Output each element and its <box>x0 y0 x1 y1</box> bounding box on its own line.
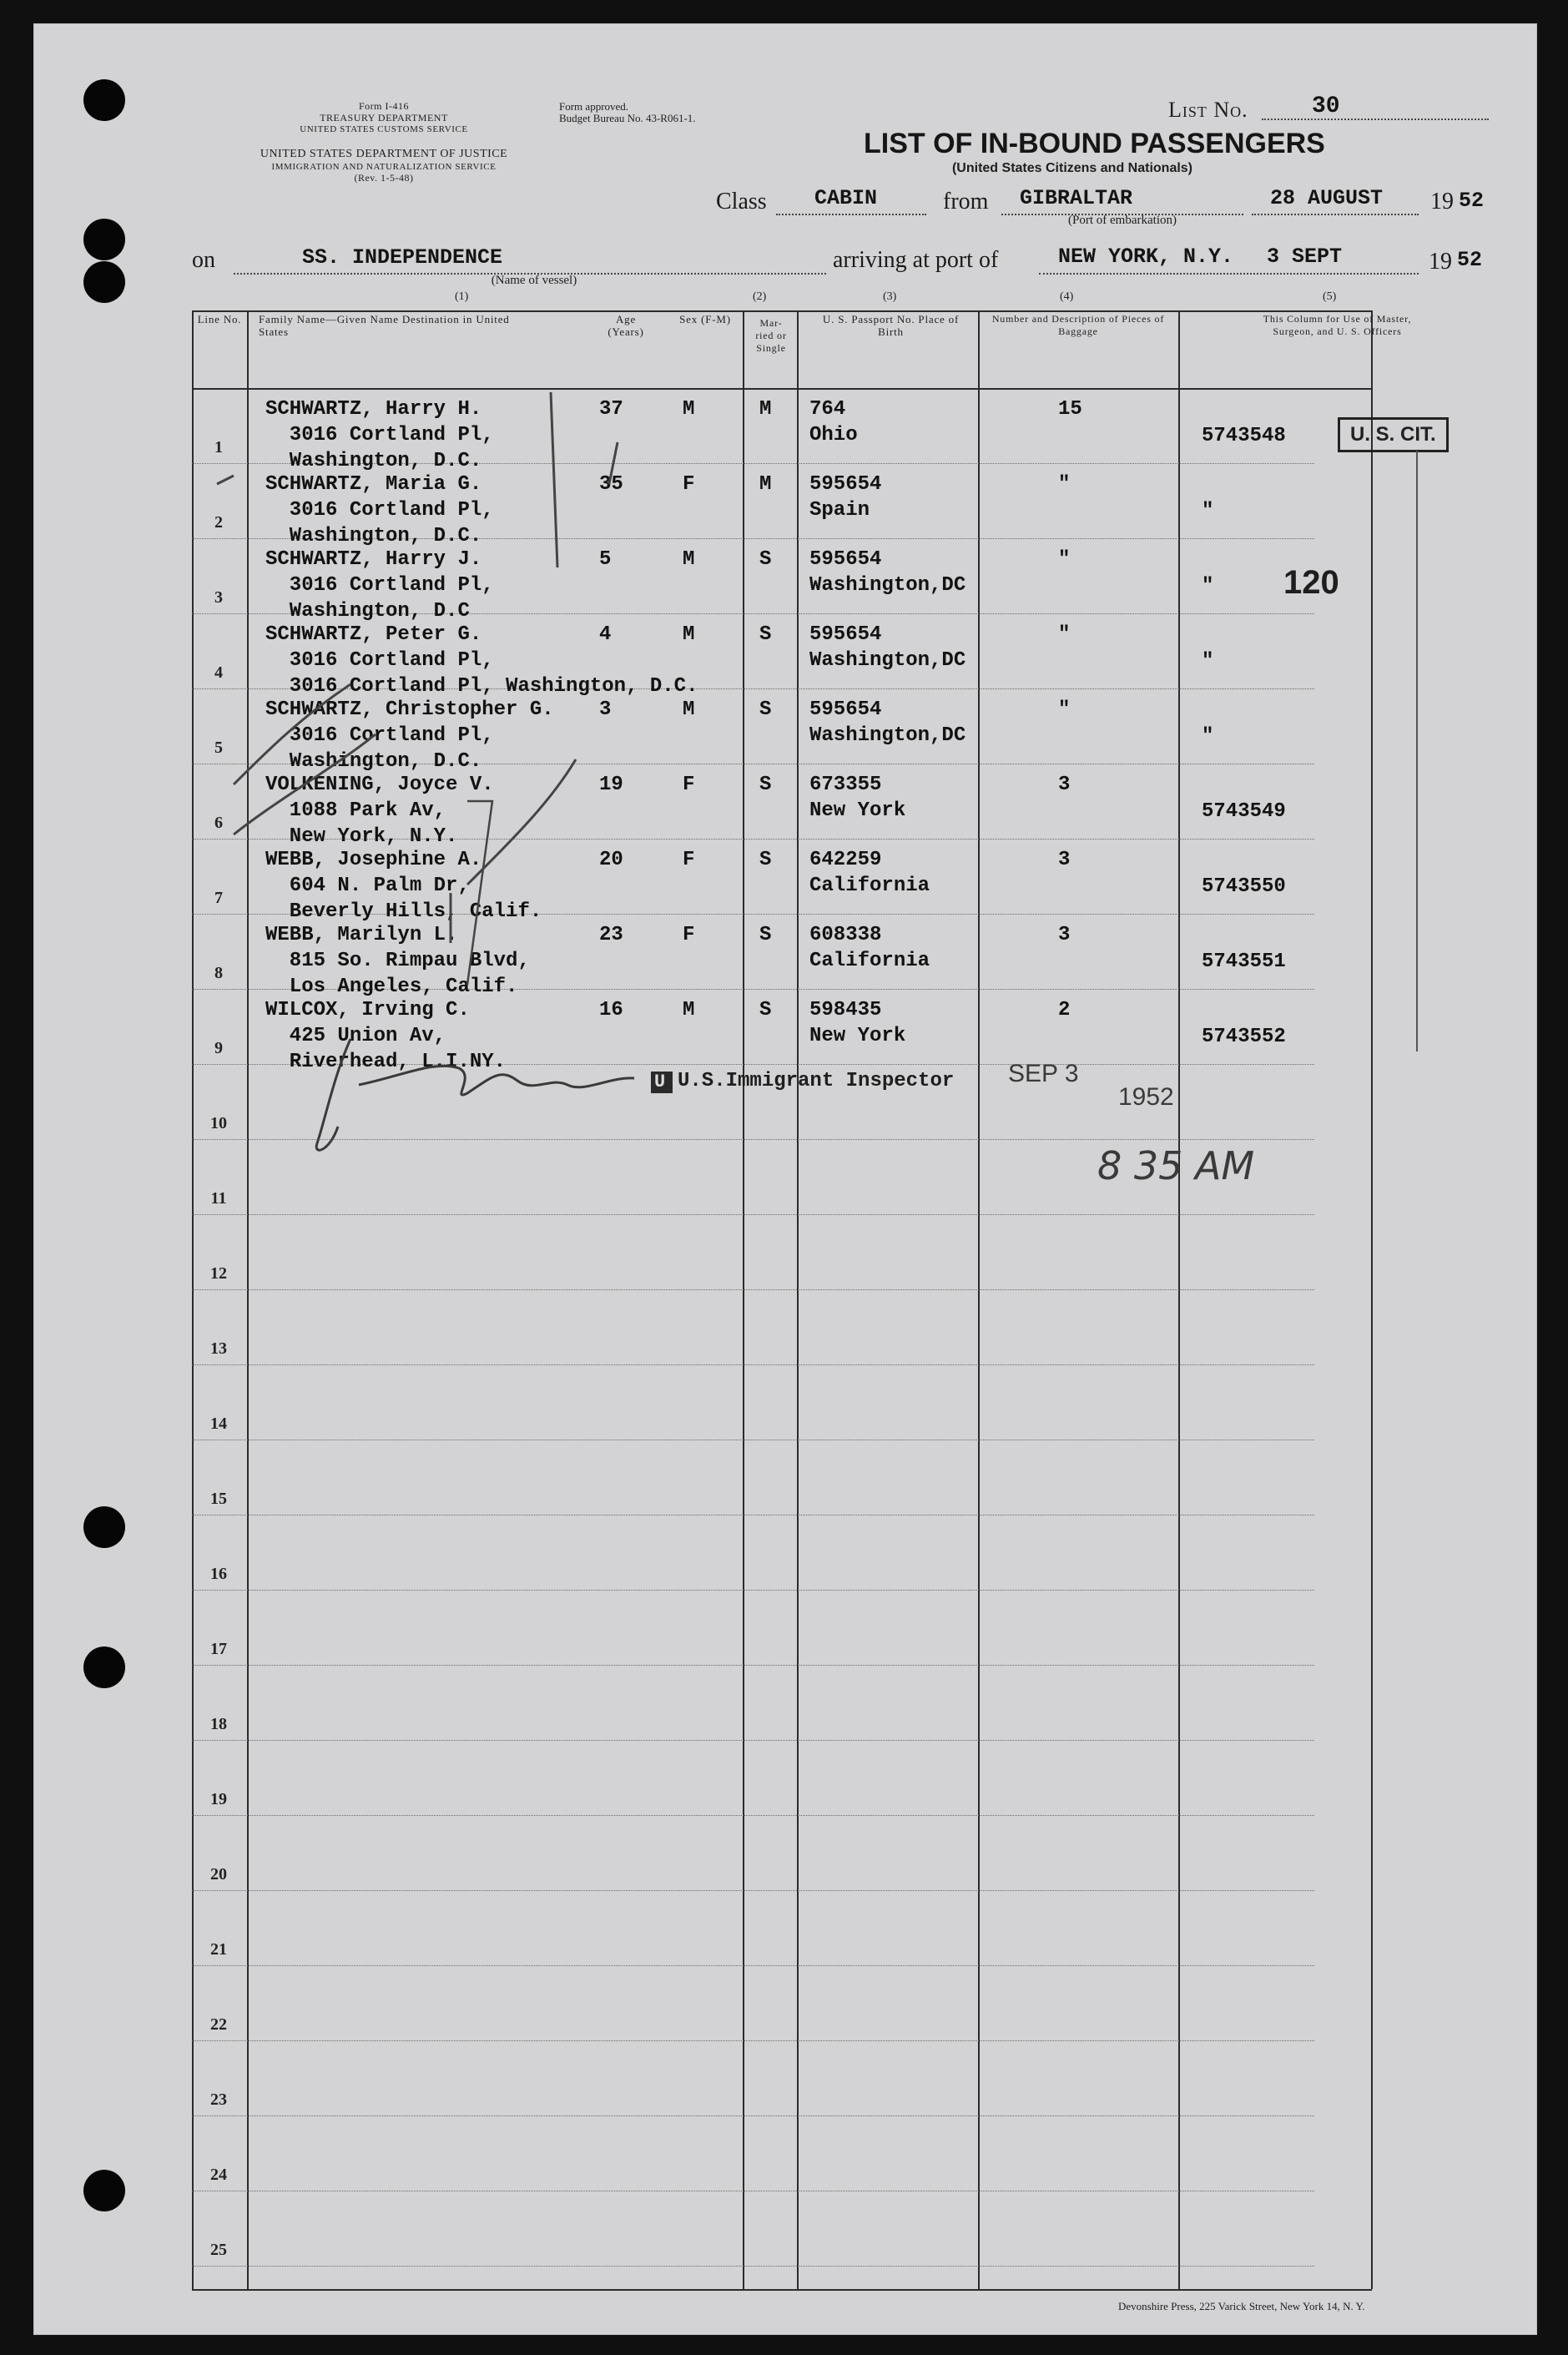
count-annotation: 120 <box>1283 564 1339 601</box>
passenger-passport: 642259 California <box>809 849 930 897</box>
row-divider <box>192 1364 1314 1365</box>
class-value: CABIN <box>814 186 878 210</box>
passenger-marital-status: M <box>759 473 772 496</box>
class-label: Class <box>716 189 767 214</box>
passenger-officer-note: " <box>1202 650 1214 673</box>
passenger-baggage: " <box>1058 623 1071 646</box>
line-number: 19 <box>210 1790 227 1808</box>
arriving-label: arriving at port of <box>833 247 999 273</box>
col-num-5: (5) <box>1323 290 1337 303</box>
customs-service: UNITED STATES CUSTOMS SERVICE <box>300 124 468 134</box>
arrival-line <box>1039 273 1419 275</box>
passenger-marital-status: S <box>759 849 772 871</box>
list-no-label: List No. <box>1168 98 1248 122</box>
passenger-sex: M <box>683 623 695 646</box>
passenger-sex: M <box>683 548 695 571</box>
passenger-name: SCHWARTZ, Christopher G. 3016 Cortland Pl, Washington, D.C. <box>265 698 554 773</box>
from-label: from <box>943 189 989 214</box>
passenger-age: 23 <box>599 924 623 946</box>
passenger-officer-note: " <box>1202 500 1214 522</box>
embark-year-suffix: 52 <box>1459 189 1485 213</box>
passenger-baggage: " <box>1058 548 1071 571</box>
passenger-officer-note: 5743550 <box>1202 875 1286 898</box>
passenger-age: 35 <box>599 473 623 496</box>
officer-column-mark <box>1416 451 1418 1051</box>
inspector-title: U.S.Immigrant Inspector <box>678 1070 955 1092</box>
col-header-name: Family Name—Given Name Destination in United States <box>259 313 510 338</box>
ins-service: IMMIGRATION AND NATURALIZATION SERVICE <box>271 162 497 172</box>
line-number: 22 <box>210 2015 227 2034</box>
row-divider <box>192 1965 1314 1966</box>
passenger-marital-status: S <box>759 774 772 796</box>
col-num-4: (4) <box>1060 290 1074 303</box>
passenger-baggage: 3 <box>1058 924 1071 946</box>
arrival-date: 3 SEPT <box>1267 245 1343 269</box>
passenger-name: SCHWARTZ, Harry H. 3016 Cortland Pl, Washington, D.C. <box>265 398 494 472</box>
passenger-marital-status: S <box>759 999 772 1021</box>
embark-year-prefix: 19 <box>1430 189 1454 214</box>
line-number: 4 <box>214 663 223 682</box>
row-divider <box>192 2266 1314 2267</box>
passenger-marital-status: S <box>759 623 772 646</box>
line-number: 5 <box>214 739 223 757</box>
passenger-marital-status: S <box>759 698 772 721</box>
passenger-officer-note: 5743549 <box>1202 800 1286 823</box>
budget-bureau: Budget Bureau No. 43-R061-1. <box>559 112 696 124</box>
form-approved: Form approved. <box>559 100 629 113</box>
line-number: 1 <box>214 438 223 456</box>
passenger-sex: F <box>683 774 695 796</box>
vessel-name: SS. INDEPENDENCE <box>302 245 503 270</box>
list-no-line <box>1262 119 1489 120</box>
passenger-baggage: 3 <box>1058 849 1071 871</box>
passenger-baggage: " <box>1058 698 1071 721</box>
line-number: 13 <box>210 1339 227 1358</box>
passenger-name: SCHWARTZ, Harry J. 3016 Cortland Pl, Washington, D.C <box>265 548 494 623</box>
port-embark-caption: (Port of embarkation) <box>1068 214 1177 227</box>
embark-date: 28 AUGUST <box>1270 186 1384 210</box>
col-num-3: (3) <box>883 290 897 303</box>
line-number: 15 <box>210 1490 227 1508</box>
binder-hole <box>83 1646 125 1688</box>
passenger-sex: M <box>683 398 695 421</box>
from-value: GIBRALTAR <box>1020 186 1133 210</box>
passenger-age: 37 <box>599 398 623 421</box>
row-divider <box>192 2115 1314 2116</box>
passenger-baggage: " <box>1058 473 1071 496</box>
binder-hole <box>83 1506 125 1548</box>
passenger-age: 3 <box>599 698 612 721</box>
form-revision: (Rev. 1-5-48) <box>354 172 414 184</box>
col-num-1: (1) <box>455 290 469 303</box>
line-number: 17 <box>210 1640 227 1658</box>
arrival-year-suffix: 52 <box>1457 248 1483 272</box>
page-title: LIST OF IN-BOUND PASSENGERS <box>864 128 1325 159</box>
passenger-name: WEBB, Josephine A. 604 N. Palm Dr, Beverly Hills, Calif. <box>265 849 542 923</box>
line-number: 25 <box>210 2241 227 2259</box>
passenger-passport: 764 Ohio <box>809 398 858 446</box>
col-header-married: Mar- ried or Single <box>755 317 787 354</box>
passenger-name: SCHWARTZ, Peter G. 3016 Cortland Pl, 3016 Cortland Pl, Washington, D.C. <box>265 623 698 698</box>
row-divider <box>192 1815 1314 1816</box>
passenger-baggage: 3 <box>1058 774 1071 796</box>
passenger-sex: F <box>683 924 695 946</box>
passenger-name: VOLKENING, Joyce V. 1088 Park Av, New York, N.Y. <box>265 774 494 848</box>
vessel-caption: (Name of vessel) <box>491 274 577 287</box>
line-number: 21 <box>210 1940 227 1959</box>
line-number: 8 <box>214 964 223 982</box>
passenger-sex: M <box>683 999 695 1021</box>
row-divider <box>192 1289 1314 1290</box>
time-note: 8 35 AM <box>1097 1143 1255 1188</box>
line-number: 24 <box>210 2166 227 2184</box>
date-stamp-year: 1952 <box>1118 1083 1174 1111</box>
passenger-passport: 598435 New York <box>809 999 906 1047</box>
row-divider <box>192 1665 1314 1666</box>
passenger-age: 5 <box>599 548 612 571</box>
date-stamp-month: SEP 3 <box>1008 1060 1079 1087</box>
col-divider <box>743 310 744 2289</box>
inspector-stamp-letter: U <box>654 1072 666 1092</box>
class-line <box>776 214 926 215</box>
passenger-sex: F <box>683 849 695 871</box>
line-number: 23 <box>210 2090 227 2109</box>
passenger-age: 19 <box>599 774 623 796</box>
line-number: 18 <box>210 1715 227 1733</box>
col-header-sex: Sex (F-M) <box>679 313 731 325</box>
passenger-officer-note: 5743548 <box>1202 425 1286 447</box>
passenger-marital-status: S <box>759 548 772 571</box>
col-header-baggage: Number and Description of Pieces of Baggage <box>991 313 1165 337</box>
line-number: 16 <box>210 1565 227 1583</box>
binder-hole <box>83 2170 125 2211</box>
us-citizen-stamp: U. S. CIT. <box>1338 417 1449 452</box>
line-number: 9 <box>214 1039 223 1057</box>
passenger-passport: 673355 New York <box>809 774 906 822</box>
col-divider <box>1178 310 1180 2289</box>
passenger-baggage: 15 <box>1058 398 1082 421</box>
passenger-passport: 595654 Spain <box>809 473 882 522</box>
passenger-passport: 595654 Washington,DC <box>809 548 966 597</box>
table-bottom-border <box>192 2289 1372 2291</box>
binder-hole <box>83 79 125 121</box>
row-divider <box>192 2040 1314 2041</box>
col-divider <box>978 310 980 2289</box>
row-divider <box>192 1890 1314 1891</box>
passenger-age: 4 <box>599 623 612 646</box>
passenger-passport: 608338 California <box>809 924 930 972</box>
line-number: 12 <box>210 1264 227 1283</box>
table-border-right <box>1371 310 1373 2289</box>
col-num-2: (2) <box>753 290 767 303</box>
treasury-department: TREASURY DEPARTMENT <box>320 112 448 124</box>
passenger-officer-note: " <box>1202 575 1214 598</box>
passenger-name: WEBB, Marilyn L. 815 So. Rimpau Blvd, Los Angeles, Calif. <box>265 924 530 998</box>
line-number: 7 <box>214 889 223 907</box>
line-number: 3 <box>214 588 223 607</box>
passenger-marital-status: M <box>759 398 772 421</box>
line-number: 10 <box>210 1114 227 1132</box>
col-header-officers: This Column for Use of Master, Surgeon, and U. S. Officers <box>1263 313 1412 337</box>
line-number: 11 <box>210 1189 227 1208</box>
col-header-age: Age (Years) <box>608 313 644 338</box>
line-number: 2 <box>214 513 223 532</box>
date-line <box>1252 214 1419 215</box>
binder-hole <box>83 219 125 260</box>
binder-hole <box>83 261 125 303</box>
line-number: 20 <box>210 1865 227 1883</box>
passenger-marital-status: S <box>759 924 772 946</box>
line-number: 14 <box>210 1415 227 1433</box>
justice-department: UNITED STATES DEPARTMENT OF JUSTICE <box>260 148 508 160</box>
row-divider <box>192 1590 1314 1591</box>
inspector-stamp-box <box>651 1072 673 1093</box>
passenger-officer-note: 5743551 <box>1202 951 1286 973</box>
passenger-sex: M <box>683 698 695 721</box>
col-divider <box>797 310 799 2289</box>
arrival-port: NEW YORK, N.Y. <box>1058 245 1234 269</box>
printer-footer: Devonshire Press, 225 Varick Street, New York 14, N. Y. <box>1118 2300 1365 2312</box>
passenger-sex: F <box>683 473 695 496</box>
arrival-year-prefix: 19 <box>1429 249 1452 275</box>
list-no-value: 30 <box>1312 93 1340 119</box>
row-divider <box>192 1214 1314 1215</box>
form-number: Form I-416 <box>359 100 409 112</box>
passenger-passport: 595654 Washington,DC <box>809 698 966 747</box>
passenger-name: WILCOX, Irving C. 425 Union Av, Riverhead, L.I.NY. <box>265 999 507 1073</box>
passenger-age: 16 <box>599 999 623 1021</box>
col-header-line: Line No. <box>197 313 242 325</box>
table-top-border <box>192 310 1372 312</box>
passenger-name: SCHWARTZ, Maria G. 3016 Cortland Pl, Washington, D.C. <box>265 473 494 547</box>
on-label: on <box>192 247 215 273</box>
col-header-passport: U. S. Passport No. Place of Birth <box>822 313 960 338</box>
row-divider <box>192 1740 1314 1741</box>
passenger-officer-note: " <box>1202 725 1214 748</box>
check-marks <box>200 367 734 1051</box>
passenger-officer-note: 5743552 <box>1202 1026 1286 1048</box>
passenger-passport: 595654 Washington,DC <box>809 623 966 672</box>
page-subtitle: (United States Citizens and Nationals) <box>951 161 1193 175</box>
passenger-age: 20 <box>599 849 623 871</box>
passenger-baggage: 2 <box>1058 999 1071 1021</box>
line-number: 6 <box>214 814 223 832</box>
